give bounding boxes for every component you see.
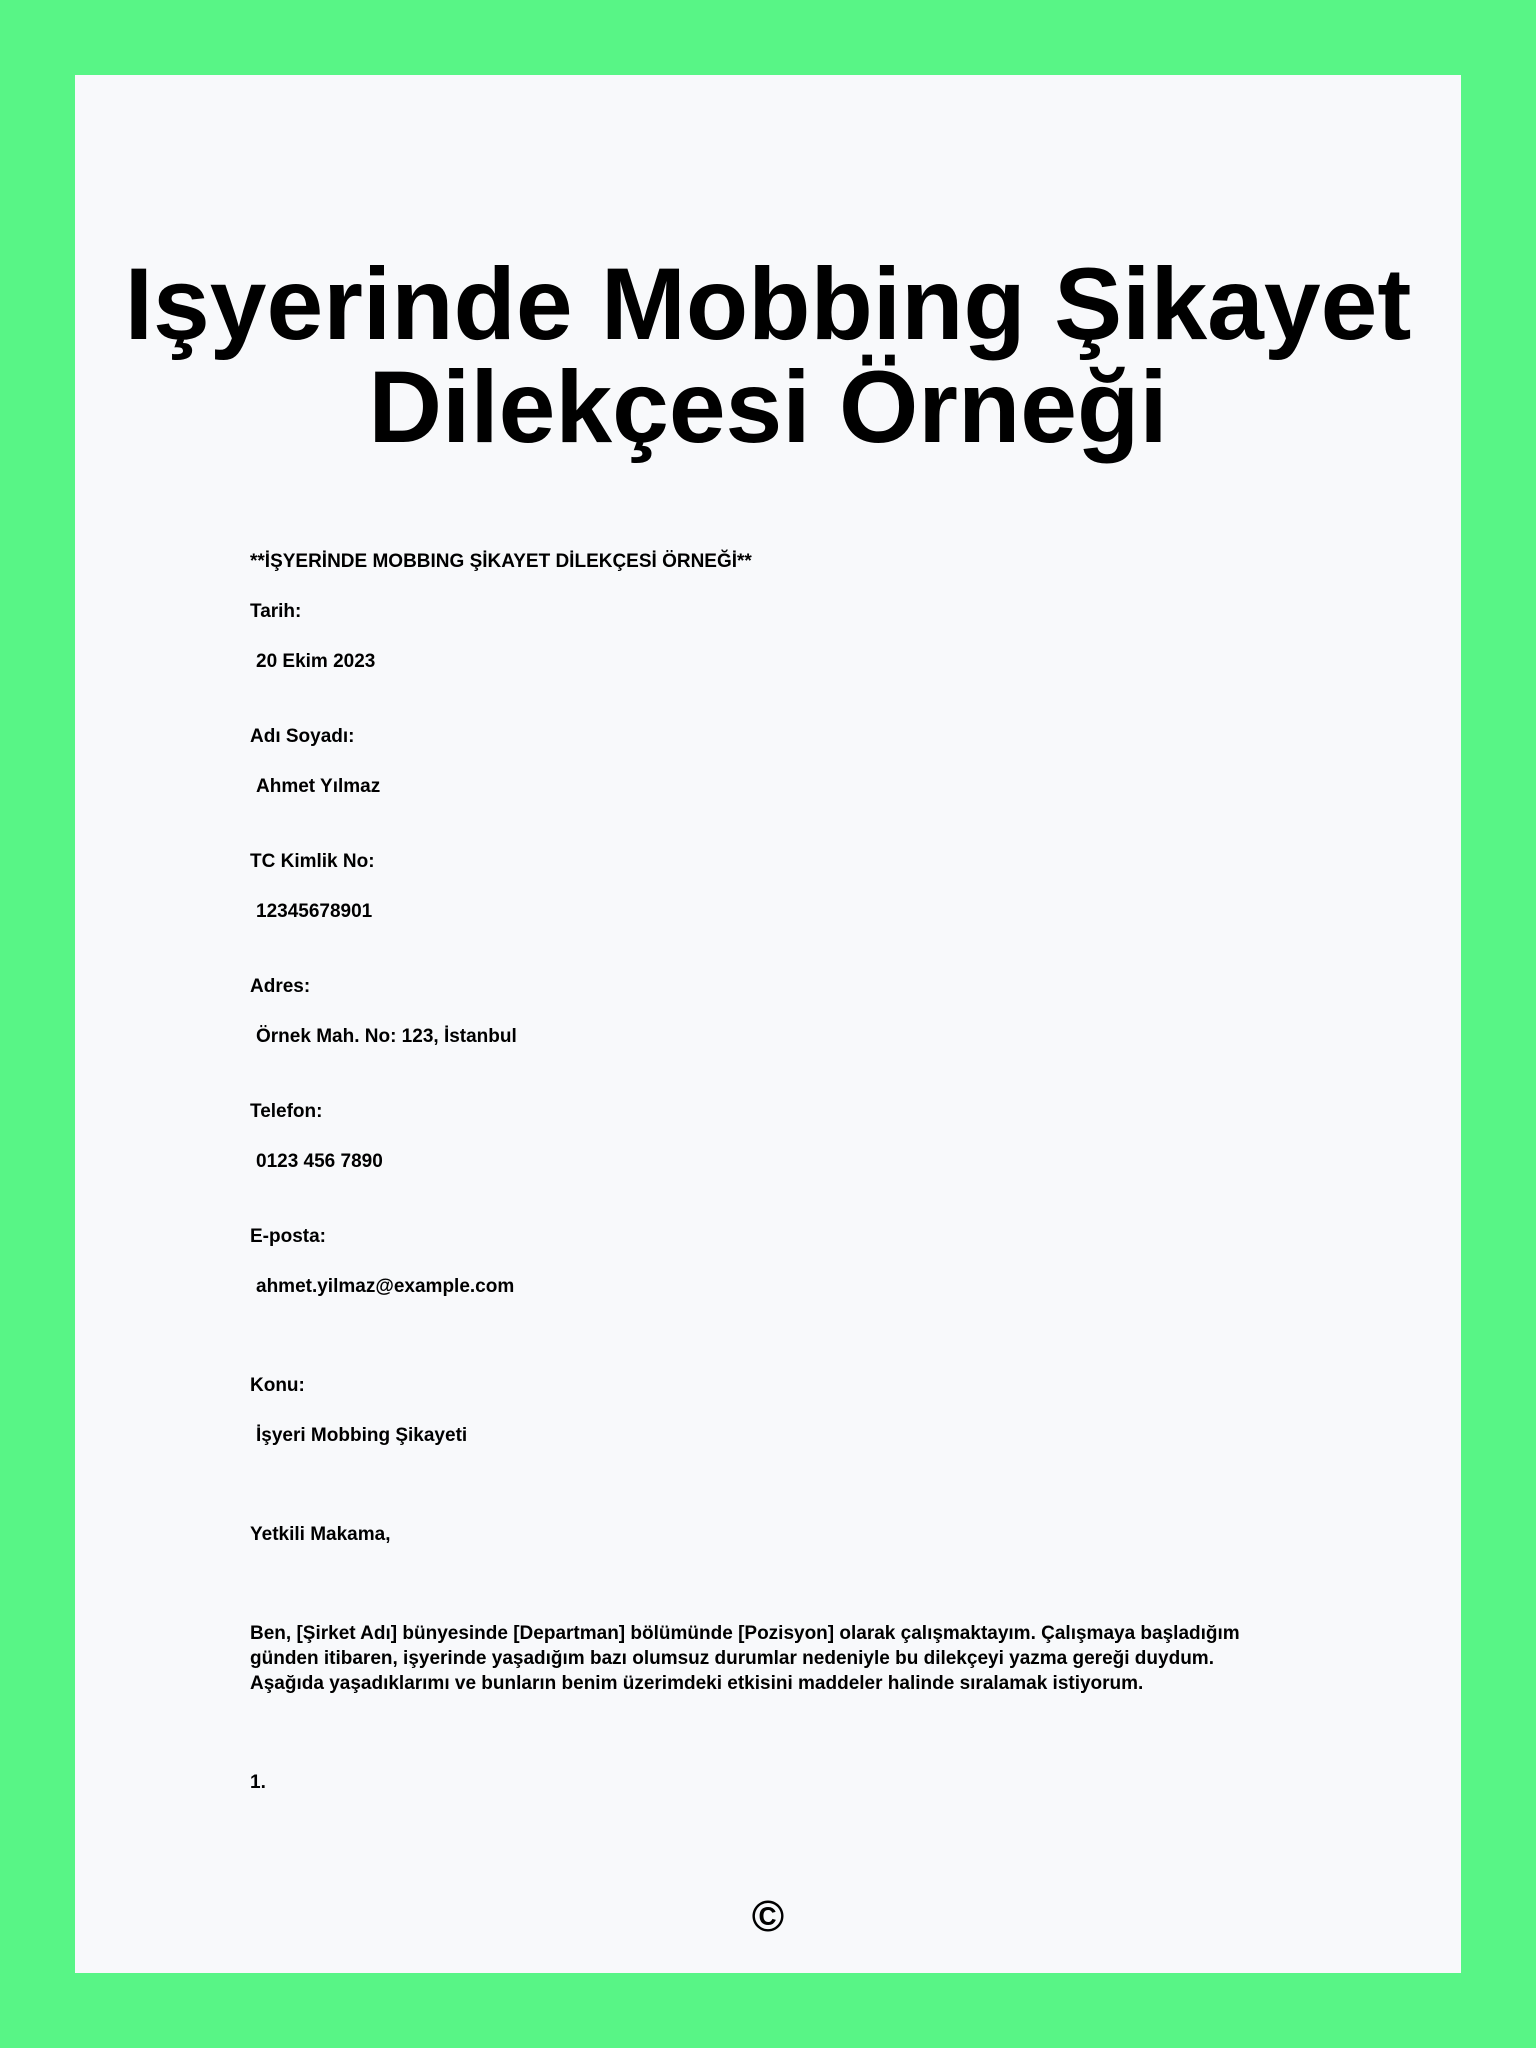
phone-value: 0123 456 7890 <box>256 1151 383 1172</box>
copyright-icon: © <box>751 1892 785 1941</box>
page-title <box>75 247 1461 464</box>
date-value: 20 Ekim 2023 <box>256 651 376 672</box>
letter-content <box>250 549 1290 1795</box>
address-label: Adres: <box>250 976 311 997</box>
subject-value: İşyeri Mobbing Şikayeti <box>256 1425 468 1446</box>
id-number-label: TC Kimlik No: <box>250 851 375 872</box>
title-line-1: Işyerinde Mobbing Şikayet <box>124 247 1412 361</box>
id-number-value: 12345678901 <box>256 901 373 922</box>
date-label: Tarih: <box>250 601 302 622</box>
name-value: Ahmet Yılmaz <box>256 776 381 797</box>
title-line-2: Dilekçesi Örneği <box>368 350 1168 464</box>
subject-label: Konu: <box>250 1375 305 1396</box>
address-value: Örnek Mah. No: 123, İstanbul <box>256 1026 517 1047</box>
body-paragraph: Ben, [Şirket Adı] bünyesinde [Departman] bölümünde [Pozisyon] olarak çalışmaktayım. Çalışmaya başladığım günden itibaren, işyerinde yaşadığım bazı olumsuz durumlar nedeniyle bu dilekçeyi yazma gereği duydum. Aşağıda yaşadıklarımı ve bunların benim üzerimdeki etkisini maddeler halinde sıralamak istiyorum. <box>250 1623 1240 1694</box>
greeting: Yetkili Makama, <box>250 1524 391 1545</box>
email-value: ahmet.yilmaz@example.com <box>256 1276 515 1297</box>
letter-heading: **İŞYERİNDE MOBBING ŞİKAYET DİLEKÇESİ ÖRNEĞİ** <box>250 551 752 572</box>
name-label: Adı Soyadı: <box>250 726 355 747</box>
list-item-number: 1. <box>250 1772 266 1793</box>
email-label: E-posta: <box>250 1226 326 1247</box>
document-page <box>75 75 1461 1973</box>
phone-label: Telefon: <box>250 1101 323 1122</box>
